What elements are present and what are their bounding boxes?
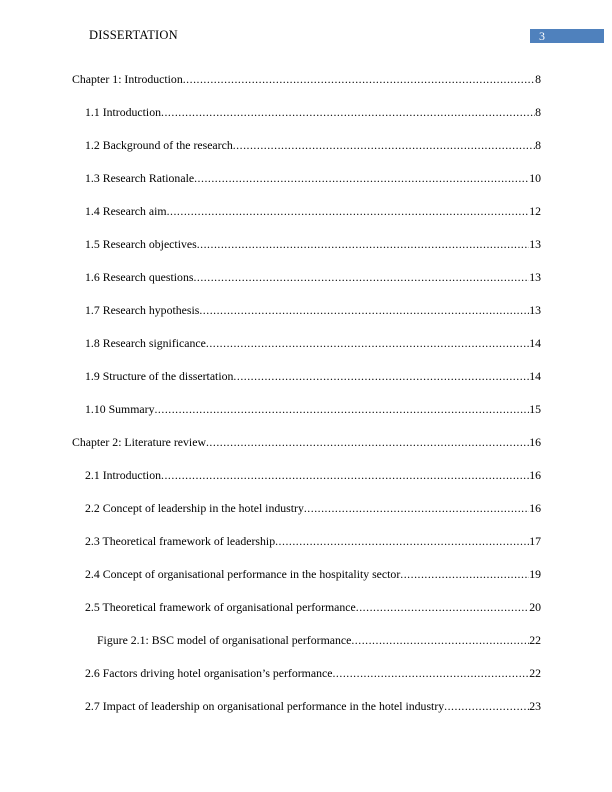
toc-dot-leader xyxy=(194,167,529,189)
toc-entry-page: 22 xyxy=(529,633,541,647)
toc-entry-text: 2.6 Factors driving hotel organisation’s performance xyxy=(85,666,333,680)
toc-entry[interactable] xyxy=(72,497,541,530)
toc-entry-text: 1.8 Research significance xyxy=(85,336,206,350)
header-title: DISSERTATION xyxy=(89,28,178,42)
toc-entry-page: 14 xyxy=(529,369,541,383)
toc-dot-leader xyxy=(183,68,535,90)
toc-entry[interactable] xyxy=(72,101,541,134)
toc-dot-leader xyxy=(197,233,530,255)
toc-entry[interactable] xyxy=(72,200,541,233)
toc-entry-page: 13 xyxy=(529,303,541,317)
toc-entry-page: 13 xyxy=(529,270,541,284)
toc-entry-page: 14 xyxy=(529,336,541,350)
toc-dot-leader xyxy=(206,431,529,453)
toc-entry[interactable] xyxy=(72,530,541,563)
toc-entry-page: 8 xyxy=(535,138,541,152)
toc-entry-text: 1.6 Research questions xyxy=(85,270,194,284)
toc-entry[interactable] xyxy=(72,695,541,728)
toc-entry-text: 1.7 Research hypothesis xyxy=(85,303,200,317)
toc-dot-leader xyxy=(400,563,529,585)
toc-entry-page: 10 xyxy=(529,171,541,185)
toc-entry-text: 1.10 Summary xyxy=(85,402,155,416)
toc-entry[interactable] xyxy=(72,68,541,101)
toc-entry-text: Chapter 1: Introduction xyxy=(72,72,183,86)
toc-dot-leader xyxy=(206,332,529,354)
toc-entry[interactable] xyxy=(72,431,541,464)
toc-entry-page: 16 xyxy=(529,435,541,449)
toc-dot-leader xyxy=(154,398,529,420)
page-number: 3 xyxy=(539,29,545,43)
toc-entry[interactable] xyxy=(72,365,541,398)
toc-entry[interactable] xyxy=(72,464,541,497)
toc-entry[interactable] xyxy=(72,233,541,266)
toc-dot-leader xyxy=(199,299,529,321)
toc-dot-leader xyxy=(444,695,529,717)
toc-entry[interactable] xyxy=(72,629,541,662)
toc-entry-text: Chapter 2: Literature review xyxy=(72,435,206,449)
toc-dot-leader xyxy=(161,101,535,123)
toc-entry[interactable] xyxy=(72,662,541,695)
toc-dot-leader xyxy=(332,662,529,684)
toc-entry[interactable] xyxy=(72,167,541,200)
toc-entry-page: 16 xyxy=(529,468,541,482)
toc-entry-text: Figure 2.1: BSC model of organisational performance xyxy=(97,633,352,647)
toc-entry[interactable] xyxy=(72,563,541,596)
toc-entry-text: 2.3 Theoretical framework of leadership xyxy=(85,534,276,548)
toc-dot-leader xyxy=(275,530,529,552)
toc-entry-text: 2.1 Introduction xyxy=(85,468,162,482)
toc-entry[interactable] xyxy=(72,266,541,299)
toc-entry-page: 19 xyxy=(529,567,541,581)
toc-dot-leader xyxy=(193,266,529,288)
toc-entry[interactable] xyxy=(72,299,541,332)
toc-entry[interactable] xyxy=(72,398,541,431)
toc-dot-leader xyxy=(161,464,529,486)
toc-entry-page: 8 xyxy=(535,72,541,86)
toc-entry-page: 23 xyxy=(529,699,541,713)
toc-entry-page: 13 xyxy=(529,237,541,251)
toc-entry-text: 1.2 Background of the research xyxy=(85,138,233,152)
toc-entry[interactable] xyxy=(72,596,541,629)
toc-dot-leader xyxy=(351,629,529,651)
toc-entry-page: 12 xyxy=(529,204,541,218)
toc-entry-text: 2.7 Impact of leadership on organisational performance in the hotel industry xyxy=(85,699,445,713)
toc-entry-text: 1.1 Introduction xyxy=(85,105,162,119)
toc-entry-page: 17 xyxy=(529,534,541,548)
table-of-contents xyxy=(72,68,541,728)
toc-entry[interactable] xyxy=(72,332,541,365)
toc-entry[interactable] xyxy=(72,134,541,167)
toc-dot-leader xyxy=(304,497,529,519)
toc-dot-leader xyxy=(233,134,535,156)
toc-entry-text: 2.2 Concept of leadership in the hotel industry xyxy=(85,501,304,515)
toc-entry-text: 1.9 Structure of the dissertation xyxy=(85,369,234,383)
toc-dot-leader xyxy=(233,365,529,387)
toc-entry-page: 22 xyxy=(529,666,541,680)
toc-dot-leader xyxy=(167,200,530,222)
toc-entry-text: 1.5 Research objectives xyxy=(85,237,197,251)
toc-entry-page: 20 xyxy=(529,600,541,614)
toc-entry-text: 1.4 Research aim xyxy=(85,204,167,218)
toc-entry-text: 2.5 Theoretical framework of organisational performance xyxy=(85,600,356,614)
toc-entry-page: 15 xyxy=(529,402,541,416)
page-number-box xyxy=(530,29,604,43)
toc-entry-page: 8 xyxy=(535,105,541,119)
toc-entry-text: 2.4 Concept of organisational performance in the hospitality sector xyxy=(85,567,401,581)
toc-entry-text: 1.3 Research Rationale xyxy=(85,171,195,185)
toc-entry-page: 16 xyxy=(529,501,541,515)
toc-dot-leader xyxy=(356,596,529,618)
